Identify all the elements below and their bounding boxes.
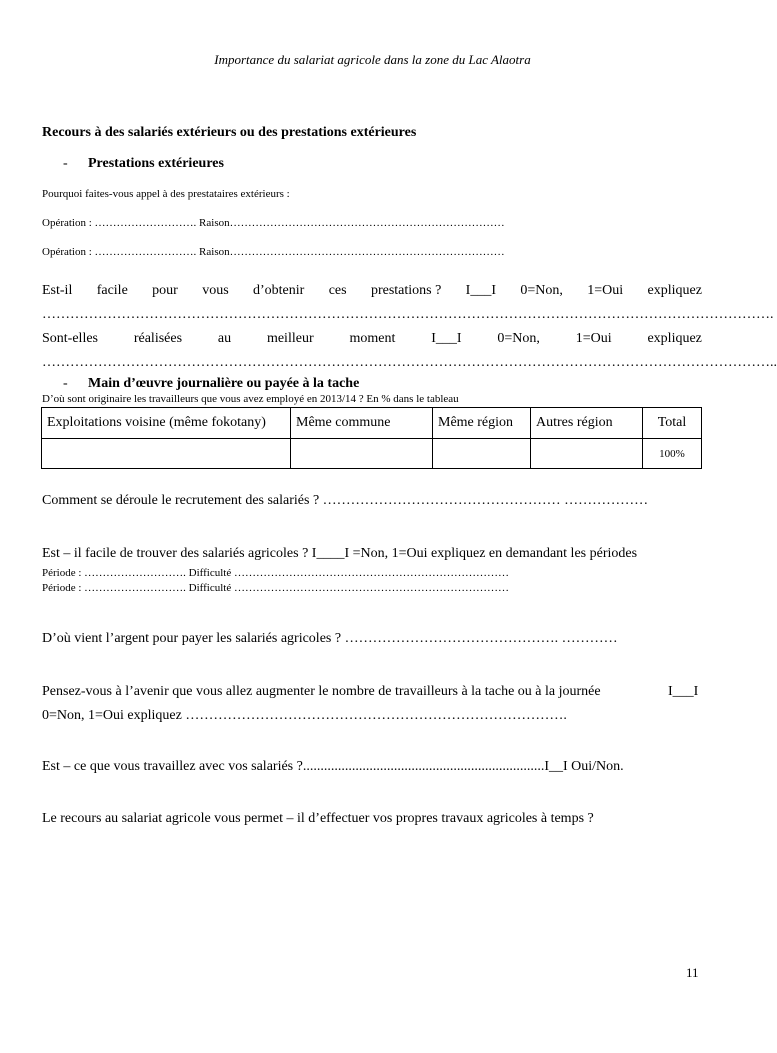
word: expliquez [647,283,702,298]
col-header-autres: Autres région [531,408,643,439]
word: meilleur [266,331,314,346]
question-travaillez: Est – ce que vous travaillez avec vos salariés ?.....................................................................I__I Oui/Non. [42,759,624,774]
question-prestataires: Pourquoi faites-vous appel à des prestataires extérieurs : [42,188,290,200]
cell-region[interactable] [433,439,531,469]
word: expliquez [647,331,702,346]
word: d’obtenir [253,283,305,298]
cell-total: 100% [643,439,702,469]
periode-line-2: Période : ………………………. Difficulté ………………………………………………………………… [42,582,509,594]
section-title: Recours à des salariés extérieurs ou des prestations extérieures [42,125,417,140]
table-header-row [42,408,702,439]
question-avenir-explain: 0=Non, 1=Oui expliquez ………………………………………………………………………. [42,708,567,723]
word: Sont-elles [42,331,98,346]
word: au [217,331,232,346]
cell-commune[interactable] [291,439,433,469]
word: pour [152,283,178,298]
col-header-region: Même région [433,408,531,439]
question-meilleur-moment [42,331,702,347]
question-origine: D’où sont originaire les travailleurs que vous avez employé en 2013/14 ? En % dans le tableau [42,393,459,405]
answer-box[interactable]: I___I [431,331,462,346]
bullet-prestations: - [63,156,68,171]
cell-autres[interactable] [531,439,643,469]
word: facile [96,283,128,298]
answer-dots-facile[interactable]: …………………………………………………………………………………………………………………………………………. [42,307,774,322]
word: 1=Oui [575,331,612,346]
question-trouver-salaries: Est – il facile de trouver des salariés agricoles ? I____I =Non, 1=Oui expliquez en demandant les périodes [42,546,638,561]
question-argent: D’où vient l’argent pour payer les salariés agricoles ? ………………………………………. ………… [42,631,618,646]
col-header-commune: Même commune [291,408,433,439]
answer-box[interactable]: I___I [465,283,496,298]
table-row [42,439,702,469]
word: ces [328,283,347,298]
col-header-total: Total [643,408,702,439]
origin-percentage-table [41,407,702,469]
answer-dots-moment[interactable]: ………………………………………………………………………………………………………………………………………….. [42,355,777,370]
word: Est-il [42,283,73,298]
page-number: 11 [686,965,699,980]
question-avenir: Pensez-vous à l’avenir que vous allez augmenter le nombre de travailleurs à la tache ou à la journée [42,684,601,699]
question-recrutement: Comment se déroule le recrutement des salariés ? …………………………………………… ……………… [42,493,649,508]
page-header: Importance du salariat agricole dans la zone du Lac Alaotra [214,52,531,67]
question-recours-temps: Le recours au salariat agricole vous permet – il d’effectuer vos propres travaux agricoles à temps ? [42,811,594,826]
word: réalisées [133,331,183,346]
subheading-prestations: Prestations extérieures [88,156,224,171]
operation-line-2: Opération : ………………………. Raison………………………………………………………………… [42,246,505,258]
word: 0=Non, [520,283,563,298]
word: prestations ? [370,283,442,298]
periode-line-1: Période : ………………………. Difficulté ………………………………………………………………… [42,567,509,579]
bullet-main-oeuvre: - [63,376,68,391]
word: 1=Oui [587,283,624,298]
operation-line-1: Opération : ………………………. Raison………………………………………………………………… [42,217,505,229]
cell-voisine[interactable] [42,439,291,469]
word: vous [202,283,229,298]
subheading-main-oeuvre: Main d’œuvre journalière ou payée à la tache [88,376,360,391]
col-header-voisine: Exploitations voisine (même fokotany) [42,408,291,439]
answer-box-avenir[interactable]: I___I [668,684,699,699]
word: moment [349,331,396,346]
word: 0=Non, [497,331,540,346]
question-facile-obtenir [42,283,702,299]
